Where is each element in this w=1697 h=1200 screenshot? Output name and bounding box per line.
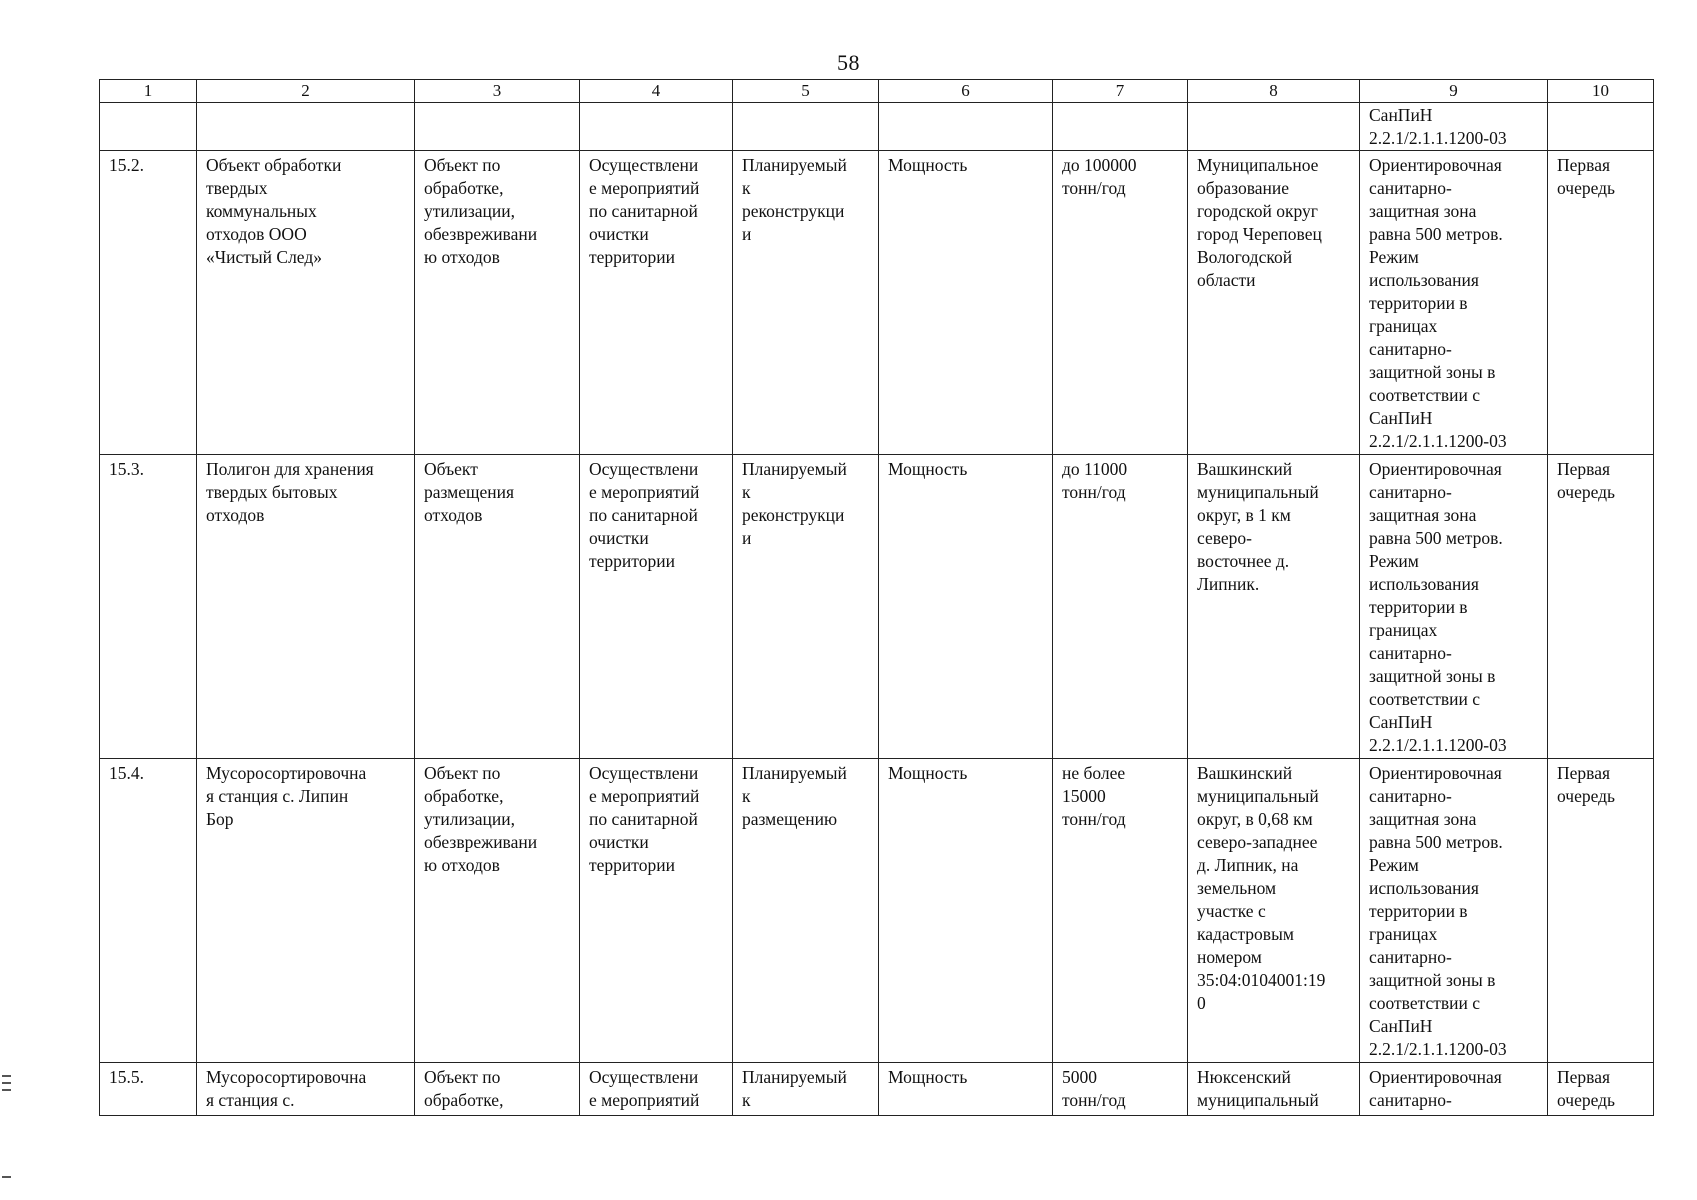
stage-cell: Первая очередь (1548, 759, 1654, 1063)
table-row (100, 759, 1654, 1063)
parameter-name: Мощность (879, 759, 1053, 1063)
parameter-value: до 11000 тонн/год (1053, 455, 1188, 759)
column-header: 9 (1360, 80, 1548, 103)
zone-cell: СанПиН 2.2.1/2.1.1.1200-03 (1360, 103, 1548, 151)
parameter-name: Мощность (879, 151, 1053, 455)
stage-cell: Первая очередь (1548, 455, 1654, 759)
column-header: 7 (1053, 80, 1188, 103)
column-header: 10 (1548, 80, 1654, 103)
stage-cell: Первая очередь (1548, 151, 1654, 455)
column-header: 5 (733, 80, 879, 103)
column-header: 2 (197, 80, 415, 103)
zone-cell: Ориентировочная санитарно- (1360, 1063, 1548, 1116)
parameter-value: до 100000 тонн/год (1053, 151, 1188, 455)
object-name: Полигон для хранения твердых бытовых отходов (197, 455, 415, 759)
object-location: Вашкинский муниципальный округ, в 0,68 км северо-западнее д. Липник, на земельном участке с кадастровым номером 35:04:0104001:19 0 (1188, 759, 1360, 1063)
object-name: Мусоросортировочна я станция с. (197, 1063, 415, 1116)
object-location: Нюксенский муниципальный (1188, 1063, 1360, 1116)
object-status: Планируемый к размещению (733, 759, 879, 1063)
scan-mark (2, 1082, 11, 1084)
object-status: Планируемый к реконструкци и (733, 151, 879, 455)
parameter-name: Мощность (879, 1063, 1053, 1116)
object-purpose: Осуществлени е мероприятий по санитарной очистки территории (580, 759, 733, 1063)
continuation-row (100, 103, 1654, 151)
object-type: Объект по обработке, утилизации, обезвреживани ю отходов (415, 759, 580, 1063)
parameter-name: Мощность (879, 455, 1053, 759)
table-row (100, 151, 1654, 455)
zone-cell: Ориентировочная санитарно- защитная зона равна 500 метров. Режим использования территории в границах санитарно- защитной зоны в соответствии с СанПиН 2.2.1/2.1.1.1200-03 (1360, 759, 1548, 1063)
scan-mark (2, 1075, 11, 1077)
table-row (100, 1063, 1654, 1116)
table-row (100, 455, 1654, 759)
object-location: Муниципальное образование городской округ город Череповец Вологодской области (1188, 151, 1360, 455)
stage-cell: Первая очередь (1548, 1063, 1654, 1116)
row-number: 15.5. (100, 1063, 197, 1116)
zone-cell: Ориентировочная санитарно- защитная зона равна 500 метров. Режим использования территории в границах санитарно- защитной зоны в соответствии с СанПиН 2.2.1/2.1.1.1200-03 (1360, 455, 1548, 759)
object-name: Мусоросортировочна я станция с. Липин Бор (197, 759, 415, 1063)
scan-mark (2, 1176, 11, 1178)
column-header: 3 (415, 80, 580, 103)
row-number: 15.3. (100, 455, 197, 759)
column-header: 8 (1188, 80, 1360, 103)
row-number: 15.4. (100, 759, 197, 1063)
object-type: Объект по обработке, (415, 1063, 580, 1116)
object-purpose: Осуществлени е мероприятий по санитарной очистки территории (580, 151, 733, 455)
parameter-value: не более 15000 тонн/год (1053, 759, 1188, 1063)
column-header: 4 (580, 80, 733, 103)
object-type: Объект по обработке, утилизации, обезвреживани ю отходов (415, 151, 580, 455)
zone-cell: Ориентировочная санитарно- защитная зона равна 500 метров. Режим использования территории в границах санитарно- защитной зоны в соответствии с СанПиН 2.2.1/2.1.1.1200-03 (1360, 151, 1548, 455)
parameter-value: 5000 тонн/год (1053, 1063, 1188, 1116)
object-status: Планируемый к реконструкци и (733, 455, 879, 759)
object-purpose: Осуществлени е мероприятий по санитарной очистки территории (580, 455, 733, 759)
object-status: Планируемый к (733, 1063, 879, 1116)
row-number: 15.2. (100, 151, 197, 455)
page-number: 58 (837, 50, 860, 75)
objects-table (99, 79, 1654, 1116)
object-purpose: Осуществлени е мероприятий (580, 1063, 733, 1116)
column-header: 1 (100, 80, 197, 103)
object-location: Вашкинский муниципальный округ, в 1 км северо- восточнее д. Липник. (1188, 455, 1360, 759)
scan-mark (2, 1089, 11, 1091)
column-header-row (100, 80, 1654, 103)
column-header: 6 (879, 80, 1053, 103)
object-type: Объект размещения отходов (415, 455, 580, 759)
object-name: Объект обработки твердых коммунальных отходов ООО «Чистый След» (197, 151, 415, 455)
